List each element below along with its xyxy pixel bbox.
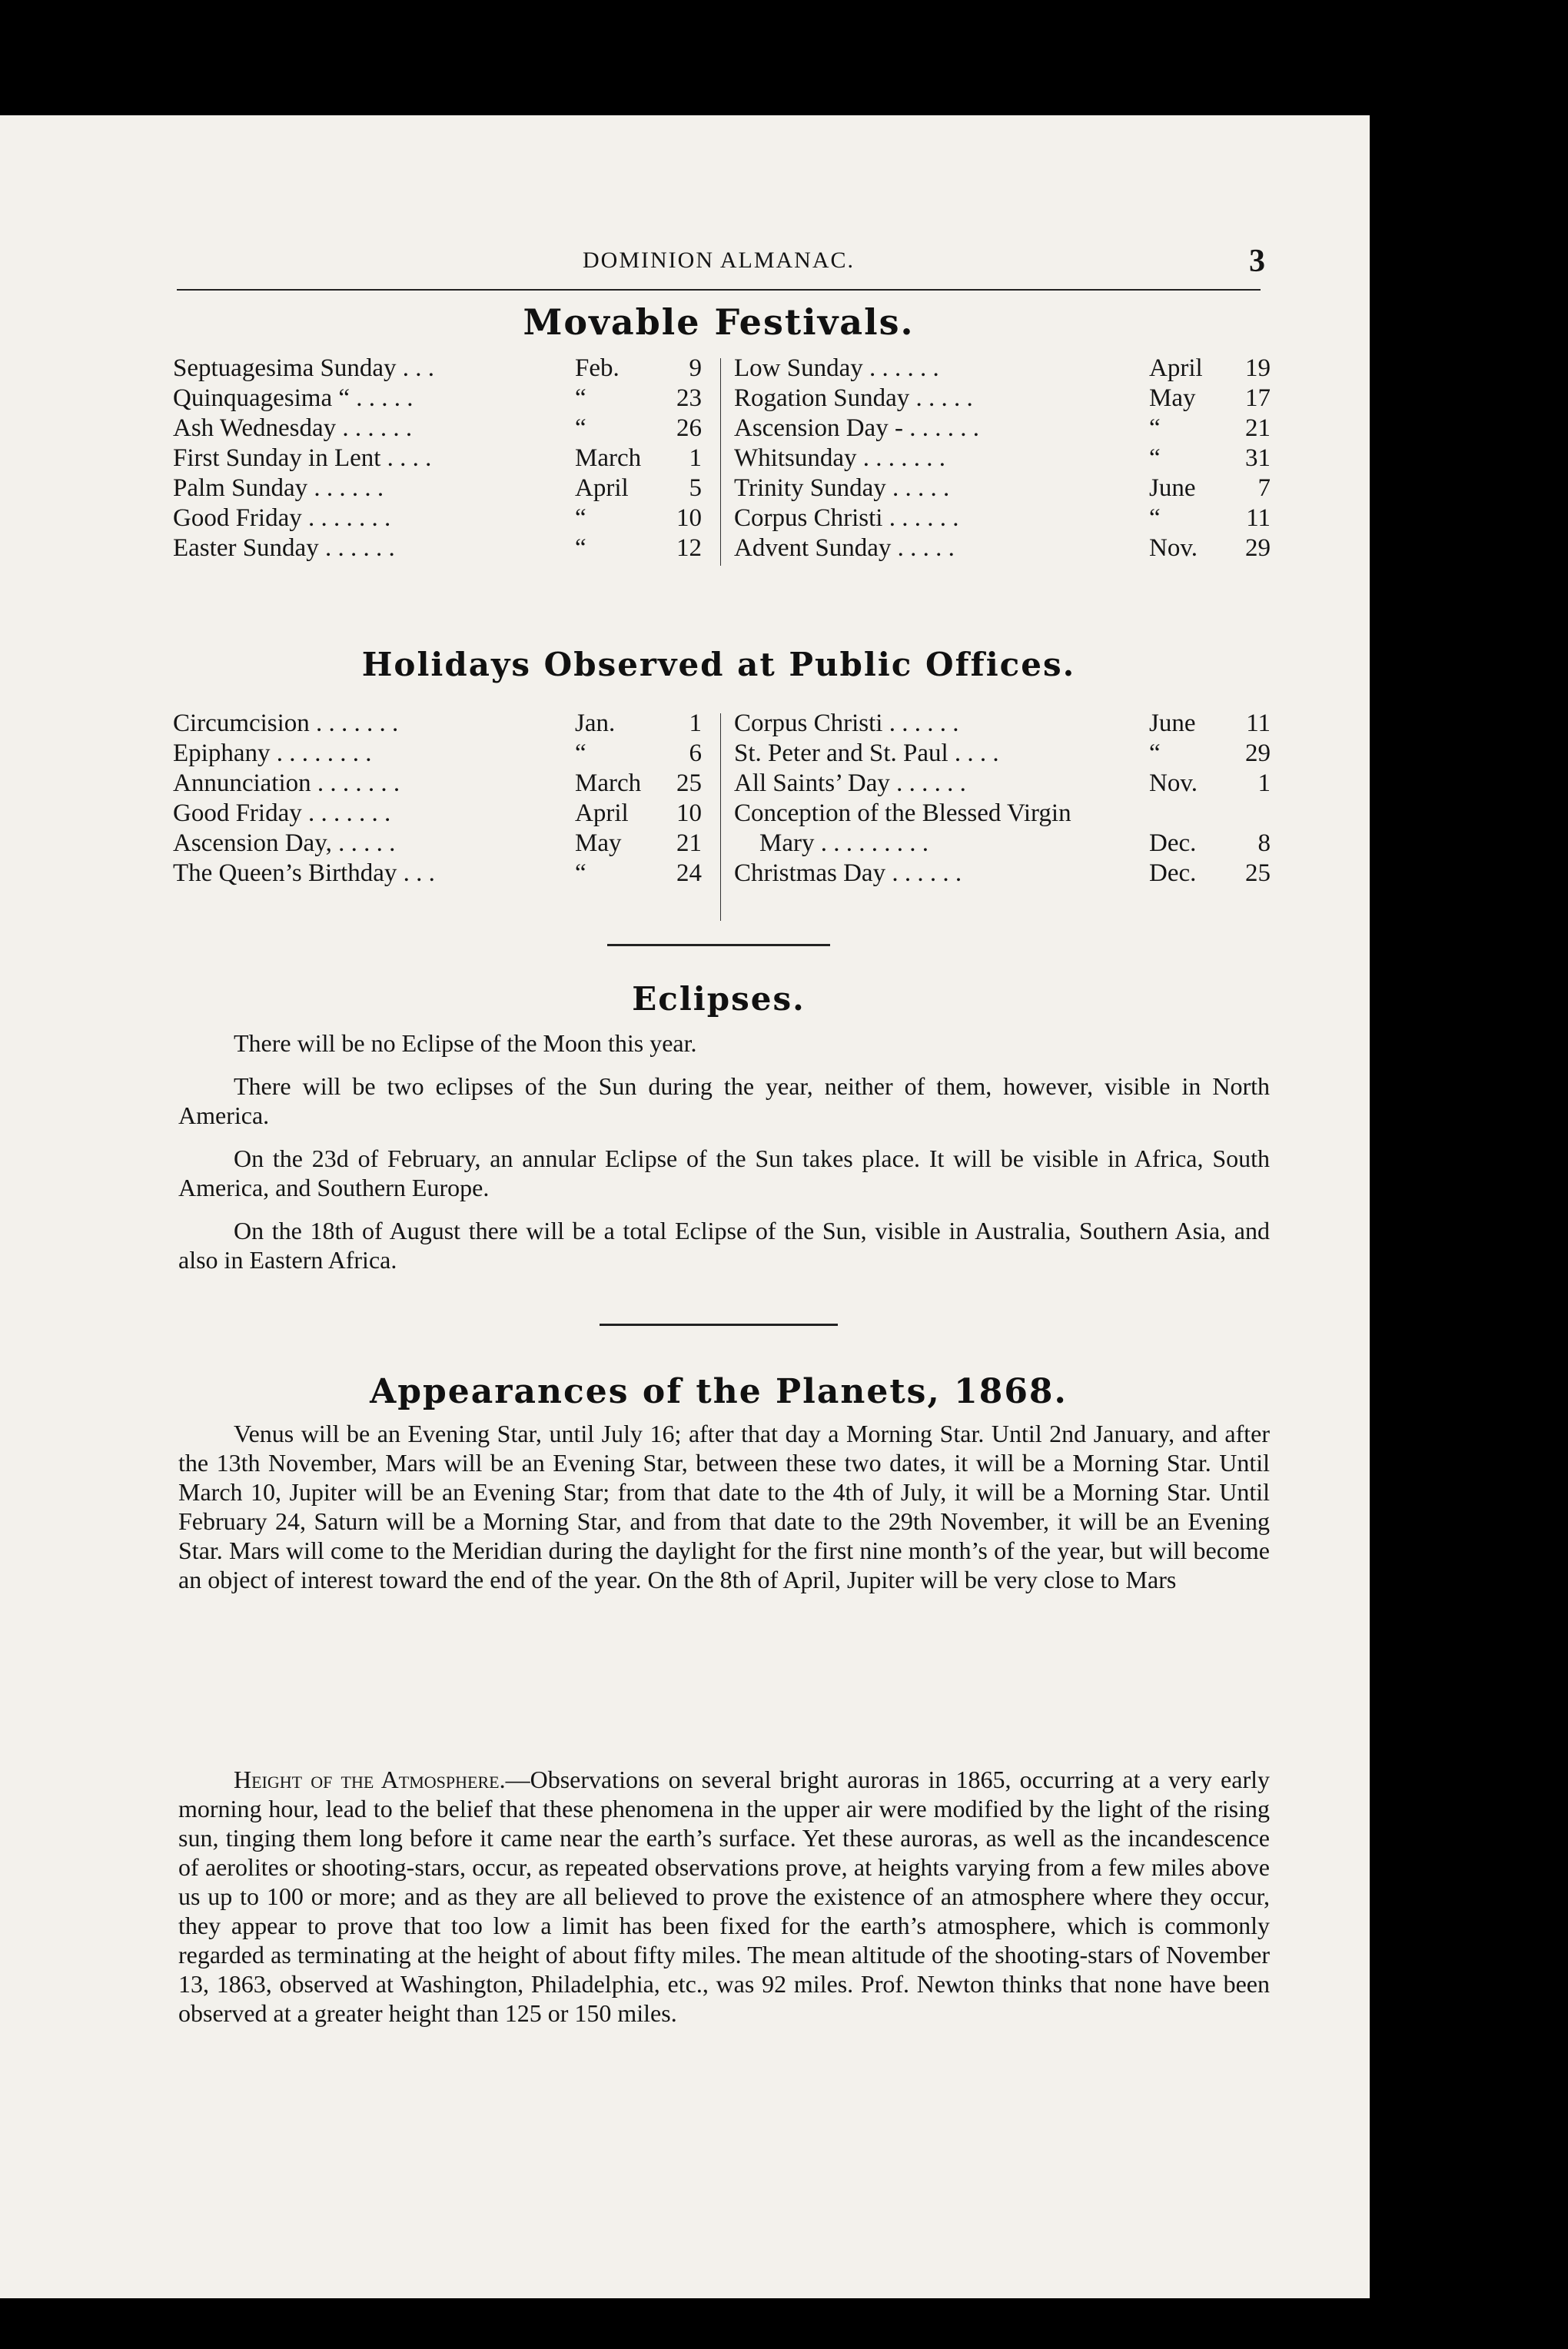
holiday-day: 25: [1245, 859, 1271, 887]
feast-name: Ascension Day - . . . . . .: [734, 414, 979, 442]
feast-name: First Sunday in Lent . . . .: [173, 444, 432, 472]
holidays-right-column: [723, 709, 1271, 889]
movable-festivals-table: [165, 354, 1271, 573]
section-rule: [600, 1324, 838, 1326]
feast-month: Feb.: [575, 354, 620, 382]
holiday-name: Corpus Christi . . . . . .: [734, 709, 959, 737]
holidays-table: [165, 709, 1271, 929]
feast-name: Quinquagesima “ . . . . .: [173, 384, 414, 412]
paragraph: There will be two eclipses of the Sun during the year, neither of them, however, visible in North America.: [178, 1072, 1270, 1129]
eclipses-title: Eclipses.: [632, 980, 806, 1018]
table-row: [723, 473, 1271, 503]
holiday-name: St. Peter and St. Paul . . . .: [734, 739, 999, 767]
holiday-month: “: [575, 859, 586, 887]
holiday-name: Christmas Day . . . . . .: [734, 859, 962, 887]
table-row: [165, 384, 703, 414]
movable-festivals-title: Movable Festivals.: [523, 301, 915, 343]
table-row: [723, 414, 1271, 444]
holiday-month: Dec.: [1149, 859, 1197, 887]
feast-month: “: [1149, 444, 1161, 472]
eclipses-text: [178, 1028, 1270, 1288]
feast-name: Palm Sunday . . . . . .: [173, 474, 384, 502]
feast-month: Nov.: [1149, 534, 1198, 562]
feast-name: Trinity Sunday . . . . .: [734, 474, 950, 502]
table-row: [165, 414, 703, 444]
paragraph: [178, 1765, 1270, 2028]
table-row: [723, 354, 1271, 384]
feast-day: 19: [1245, 354, 1271, 382]
feast-month: “: [1149, 504, 1161, 532]
holiday-day: 11: [1246, 709, 1271, 737]
feast-day: 31: [1245, 444, 1271, 472]
holiday-day: 29: [1245, 739, 1271, 767]
table-row: [723, 533, 1271, 563]
feast-month: “: [575, 384, 586, 412]
feast-name: Septuagesima Sunday . . .: [173, 354, 435, 382]
holiday-month: May: [575, 829, 622, 857]
table-row: [165, 769, 703, 799]
holidays-title: Holidays Observed at Public Offices.: [361, 646, 1076, 683]
paragraph: On the 23d of February, an annular Eclipse of the Sun takes place. It will be visible in Africa, South America, and Southern Europe.: [178, 1145, 1270, 1201]
feast-name: Advent Sunday . . . . .: [734, 534, 955, 562]
holiday-name: Ascension Day, . . . . .: [173, 829, 396, 857]
holiday-month: March: [575, 769, 642, 797]
holidays-left-column: [165, 709, 703, 889]
page-header: [177, 244, 1265, 286]
feast-month: “: [575, 504, 586, 532]
feast-day: 17: [1245, 384, 1271, 412]
holiday-day: 24: [676, 859, 702, 887]
running-title: DOMINION ALMANAC.: [583, 248, 855, 273]
feast-month: March: [575, 444, 642, 472]
table-row: [165, 709, 703, 739]
table-row: [723, 859, 1271, 889]
table-row: [723, 444, 1271, 473]
holiday-name: Good Friday . . . . . . .: [173, 799, 391, 827]
table-row: [723, 739, 1271, 769]
feast-day: 7: [1257, 474, 1271, 502]
holiday-name: Epiphany . . . . . . . .: [173, 739, 372, 767]
table-row: [165, 444, 703, 473]
atmosphere-body: —Observations on several bright auroras in 1865, occurring at a very early morning hour, lead to the belief that these phenomena in the upper air were modified by the light of the rising sun, tinging them long before it came near the earth’s surface. Yet these auroras, as well as the incandescence of aerolites or shooting-stars, occur, as repeated observations prove, at heights varying from a few miles above us up to 100 or more; and as they are all believed to prove the existence of an atmosphere where they occur, they appear to prove that too low a limit has been fixed for the earth’s atmosphere, which is commonly regarded as terminating at the height of about fifty miles. The mean altitude of the shooting-stars of November 13, 1863, observed at Washington, Philadelphia, etc., was 92 miles. Prof. Newton thinks that none have been observed at a greater height than 125 or 150 miles.: [178, 1766, 1270, 2027]
feast-month: “: [575, 534, 586, 562]
header-rule: [177, 289, 1261, 291]
planets-title: Appearances of the Planets, 1868.: [370, 1372, 1068, 1411]
feast-name: Low Sunday . . . . . .: [734, 354, 939, 382]
holiday-day: 8: [1257, 829, 1271, 857]
feast-month: April: [1149, 354, 1203, 382]
holiday-month: Jan.: [575, 709, 616, 737]
feast-day: 9: [689, 354, 702, 382]
holiday-day: 6: [689, 739, 702, 767]
table-row: [723, 503, 1271, 533]
paragraph: On the 18th of August there will be a total Eclipse of the Sun, visible in Australia, Southern Asia, and also in Eastern Africa.: [178, 1217, 1270, 1274]
atmosphere-heading: Height of the Atmosphere.: [234, 1766, 506, 1793]
holiday-month: “: [1149, 739, 1161, 767]
holiday-name: All Saints’ Day . . . . . .: [734, 769, 966, 797]
holiday-day: 1: [1257, 769, 1271, 797]
table-row: [723, 829, 1271, 859]
feast-day: 11: [1246, 504, 1271, 532]
holiday-month: June: [1149, 709, 1196, 737]
feast-day: 23: [676, 384, 702, 412]
table-row: [165, 354, 703, 384]
feast-day: 10: [676, 504, 702, 532]
feast-day: 1: [689, 444, 702, 472]
table-row: [723, 384, 1271, 414]
page-number: 3: [1249, 244, 1265, 279]
feast-name: Corpus Christi . . . . . .: [734, 504, 959, 532]
feast-name: Good Friday . . . . . . .: [173, 504, 391, 532]
feast-month: April: [575, 474, 629, 502]
holiday-month: “: [575, 739, 586, 767]
table-row: [165, 533, 703, 563]
paragraph: Venus will be an Evening Star, until July 16; after that day a Morning Star. Until 2nd January, and after the 13th November, Mars will be an Evening Star, between these two dates, it will be a Morning Star. Until March 10, Jupiter will be an Evening Star; from that date to the 4th of July, it will be a Morning Star. Until February 24, Saturn will be a Morning Star, and from that date to the 29th November, it will be an Evening Star. Mars will come to the Meridian during the daylight for the first nine month’s of the year, but will become an object of interest toward the end of the year. On the 8th of April, Jupiter will be very close to Mars: [178, 1420, 1270, 1593]
feast-month: June: [1149, 474, 1196, 502]
table-row: [165, 473, 703, 503]
feast-name: Ash Wednesday . . . . . .: [173, 414, 413, 442]
feast-name: Easter Sunday . . . . . .: [173, 534, 395, 562]
table-row: [165, 859, 703, 889]
holiday-name: Circumcision . . . . . . .: [173, 709, 399, 737]
holiday-month: April: [575, 799, 629, 827]
feast-day: 29: [1245, 534, 1271, 562]
planets-text: [178, 1419, 1270, 1608]
holiday-name: Annunciation . . . . . . .: [173, 769, 400, 797]
table-row: [723, 709, 1271, 739]
table-row: [165, 739, 703, 769]
holiday-month: Nov.: [1149, 769, 1198, 797]
holiday-day: 25: [676, 769, 702, 797]
table-row: [723, 769, 1271, 799]
feast-day: 12: [676, 534, 702, 562]
column-divider: [720, 358, 721, 566]
holiday-month: Dec.: [1149, 829, 1197, 857]
feast-month: May: [1149, 384, 1196, 412]
paragraph: There will be no Eclipse of the Moon this year.: [234, 1029, 697, 1057]
holiday-name: Mary . . . . . . . . .: [734, 829, 929, 857]
table-row: [723, 799, 1261, 829]
feast-name: Rogation Sunday . . . . .: [734, 384, 973, 412]
section-rule: [607, 944, 830, 946]
column-divider: [720, 713, 721, 921]
feast-name: Whitsunday . . . . . . .: [734, 444, 945, 472]
movable-right-column: [723, 354, 1271, 563]
holiday-name: The Queen’s Birthday . . .: [173, 859, 435, 887]
holiday-day: 10: [676, 799, 702, 827]
table-row: [165, 829, 703, 859]
feast-day: 5: [689, 474, 702, 502]
feast-day: 26: [676, 414, 702, 442]
holiday-day: 1: [689, 709, 702, 737]
table-row: [165, 503, 703, 533]
atmosphere-text: [178, 1765, 1270, 2042]
holiday-day: 21: [676, 829, 702, 857]
movable-left-column: [165, 354, 703, 563]
holiday-name: Conception of the Blessed Virgin: [734, 799, 1071, 827]
feast-month: “: [575, 414, 586, 442]
table-row: [165, 799, 703, 829]
feast-day: 21: [1245, 414, 1271, 442]
feast-month: “: [1149, 414, 1161, 442]
